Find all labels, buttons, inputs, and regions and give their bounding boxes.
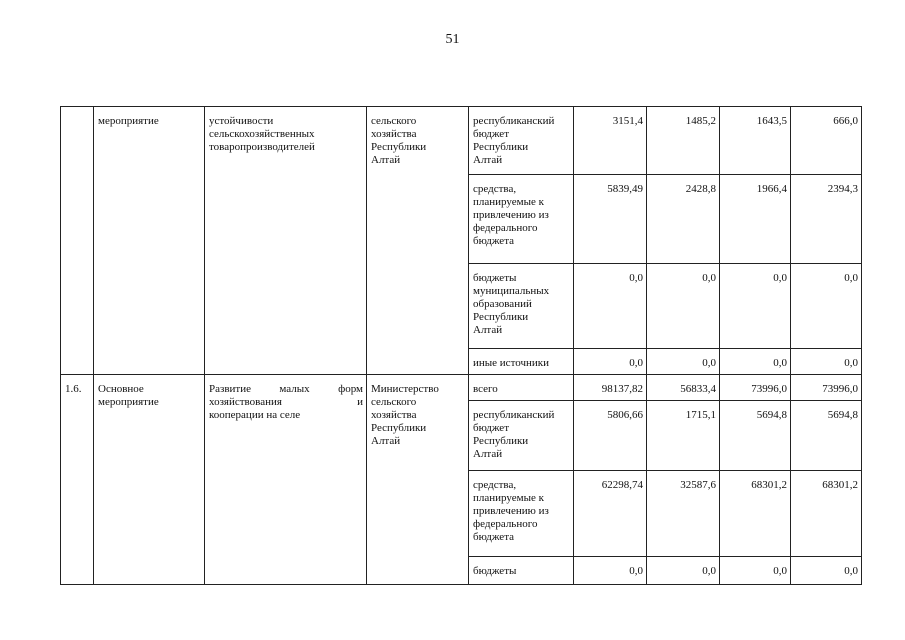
activity-name-line: сельскохозяйственных [209,128,315,140]
activity-name-line: хозяйствования и [209,396,363,408]
value-cell: 62298,74 [574,471,647,557]
table-row [61,107,862,175]
value-cell: 32587,6 [647,471,720,557]
activity-name-line: устойчивости [209,115,274,127]
executor-line: сельского [371,115,417,127]
executor-line: хозяйства [371,128,417,140]
funding-source-cell [469,471,574,557]
value-cell: 5694,8 [791,401,862,471]
row-number-cell [61,107,94,375]
value-cell: 0,0 [791,264,862,349]
value-cell: 0,0 [647,349,720,375]
value-cell: 0,0 [574,349,647,375]
funding-source-line: средства, [473,479,517,491]
value-cell: 73996,0 [720,375,791,401]
funding-source-line: Республики [473,311,529,323]
activity-name-cell [205,107,367,375]
funding-source-line: планируемые к [473,492,544,504]
activity-type-line: мероприятие [98,115,159,127]
funding-source-line: бюджет [473,422,509,434]
executor-line: Министерство [371,383,439,395]
activity-type-line: Основное [98,383,144,395]
value-cell: 0,0 [647,557,720,585]
funding-source-cell [469,107,574,175]
value-cell: 5839,49 [574,175,647,264]
value-cell: 666,0 [791,107,862,175]
row-number-cell: 1.6. [61,375,94,585]
funding-source-line: Алтай [473,324,503,336]
executor-line: Алтай [371,435,401,447]
funding-source-cell [469,264,574,349]
value-cell: 0,0 [647,264,720,349]
funding-source-line: Республики [473,141,529,153]
activity-name-line: товаропроизводителей [209,141,315,153]
funding-source-line: республиканский [473,115,555,127]
executor-cell [367,375,469,585]
value-cell: 0,0 [791,349,862,375]
value-cell: 1715,1 [647,401,720,471]
value-cell: 0,0 [791,557,862,585]
funding-source-line: привлечению из [473,505,549,517]
funding-source-cell [469,557,574,585]
funding-source-cell [469,175,574,264]
executor-line: сельского [371,396,417,408]
activity-type-line: мероприятие [98,396,159,408]
value-cell: 5806,66 [574,401,647,471]
value-cell: 2394,3 [791,175,862,264]
activity-name-cell [205,375,367,585]
executor-line: Республики [371,422,427,434]
value-cell: 68301,2 [720,471,791,557]
executor-line: Алтай [371,154,401,166]
funding-source-line: федерального [473,222,538,234]
funding-source-line: республиканский [473,409,555,421]
page-number: 51 [445,32,460,47]
executor-cell [367,107,469,375]
value-cell: 0,0 [720,349,791,375]
value-cell: 5694,8 [720,401,791,471]
funding-source-cell [469,401,574,471]
table-row [61,375,862,401]
value-cell: 56833,4 [647,375,720,401]
funding-source-cell [469,375,574,401]
value-cell: 0,0 [720,264,791,349]
value-cell: 2428,8 [647,175,720,264]
funding-source-line: федерального [473,518,538,530]
value-cell: 73996,0 [791,375,862,401]
activity-type-cell [94,107,205,375]
funding-source-line: Республики [473,435,529,447]
funding-source-line: планируемые к [473,196,544,208]
activity-name-line: кооперации на селе [209,409,301,421]
funding-source-line: привлечению из [473,209,549,221]
funding-source-line: бюджета [473,531,515,543]
funding-source-line: средства, [473,183,517,195]
funding-source-line: бюджеты [473,272,517,284]
value-cell: 3151,4 [574,107,647,175]
funding-source-line: бюджет [473,128,509,140]
funding-source-line: Алтай [473,448,503,460]
value-cell: 0,0 [720,557,791,585]
value-cell: 0,0 [574,264,647,349]
executor-line: Республики [371,141,427,153]
funding-source-line: образований [473,298,532,310]
budget-table [60,106,862,585]
value-cell: 1966,4 [720,175,791,264]
value-cell: 0,0 [574,557,647,585]
value-cell: 1485,2 [647,107,720,175]
funding-source-line: всего [473,383,498,395]
funding-source-line: бюджета [473,235,515,247]
activity-name-line: Развитие малых форм [209,383,363,395]
funding-source-line: иные источники [473,357,549,369]
funding-source-line: Алтай [473,154,503,166]
value-cell: 98137,82 [574,375,647,401]
executor-line: хозяйства [371,409,417,421]
value-cell: 68301,2 [791,471,862,557]
funding-source-line: бюджеты [473,565,517,577]
value-cell: 1643,5 [720,107,791,175]
activity-type-cell [94,375,205,585]
funding-source-cell [469,349,574,375]
funding-source-line: муниципальных [473,285,550,297]
